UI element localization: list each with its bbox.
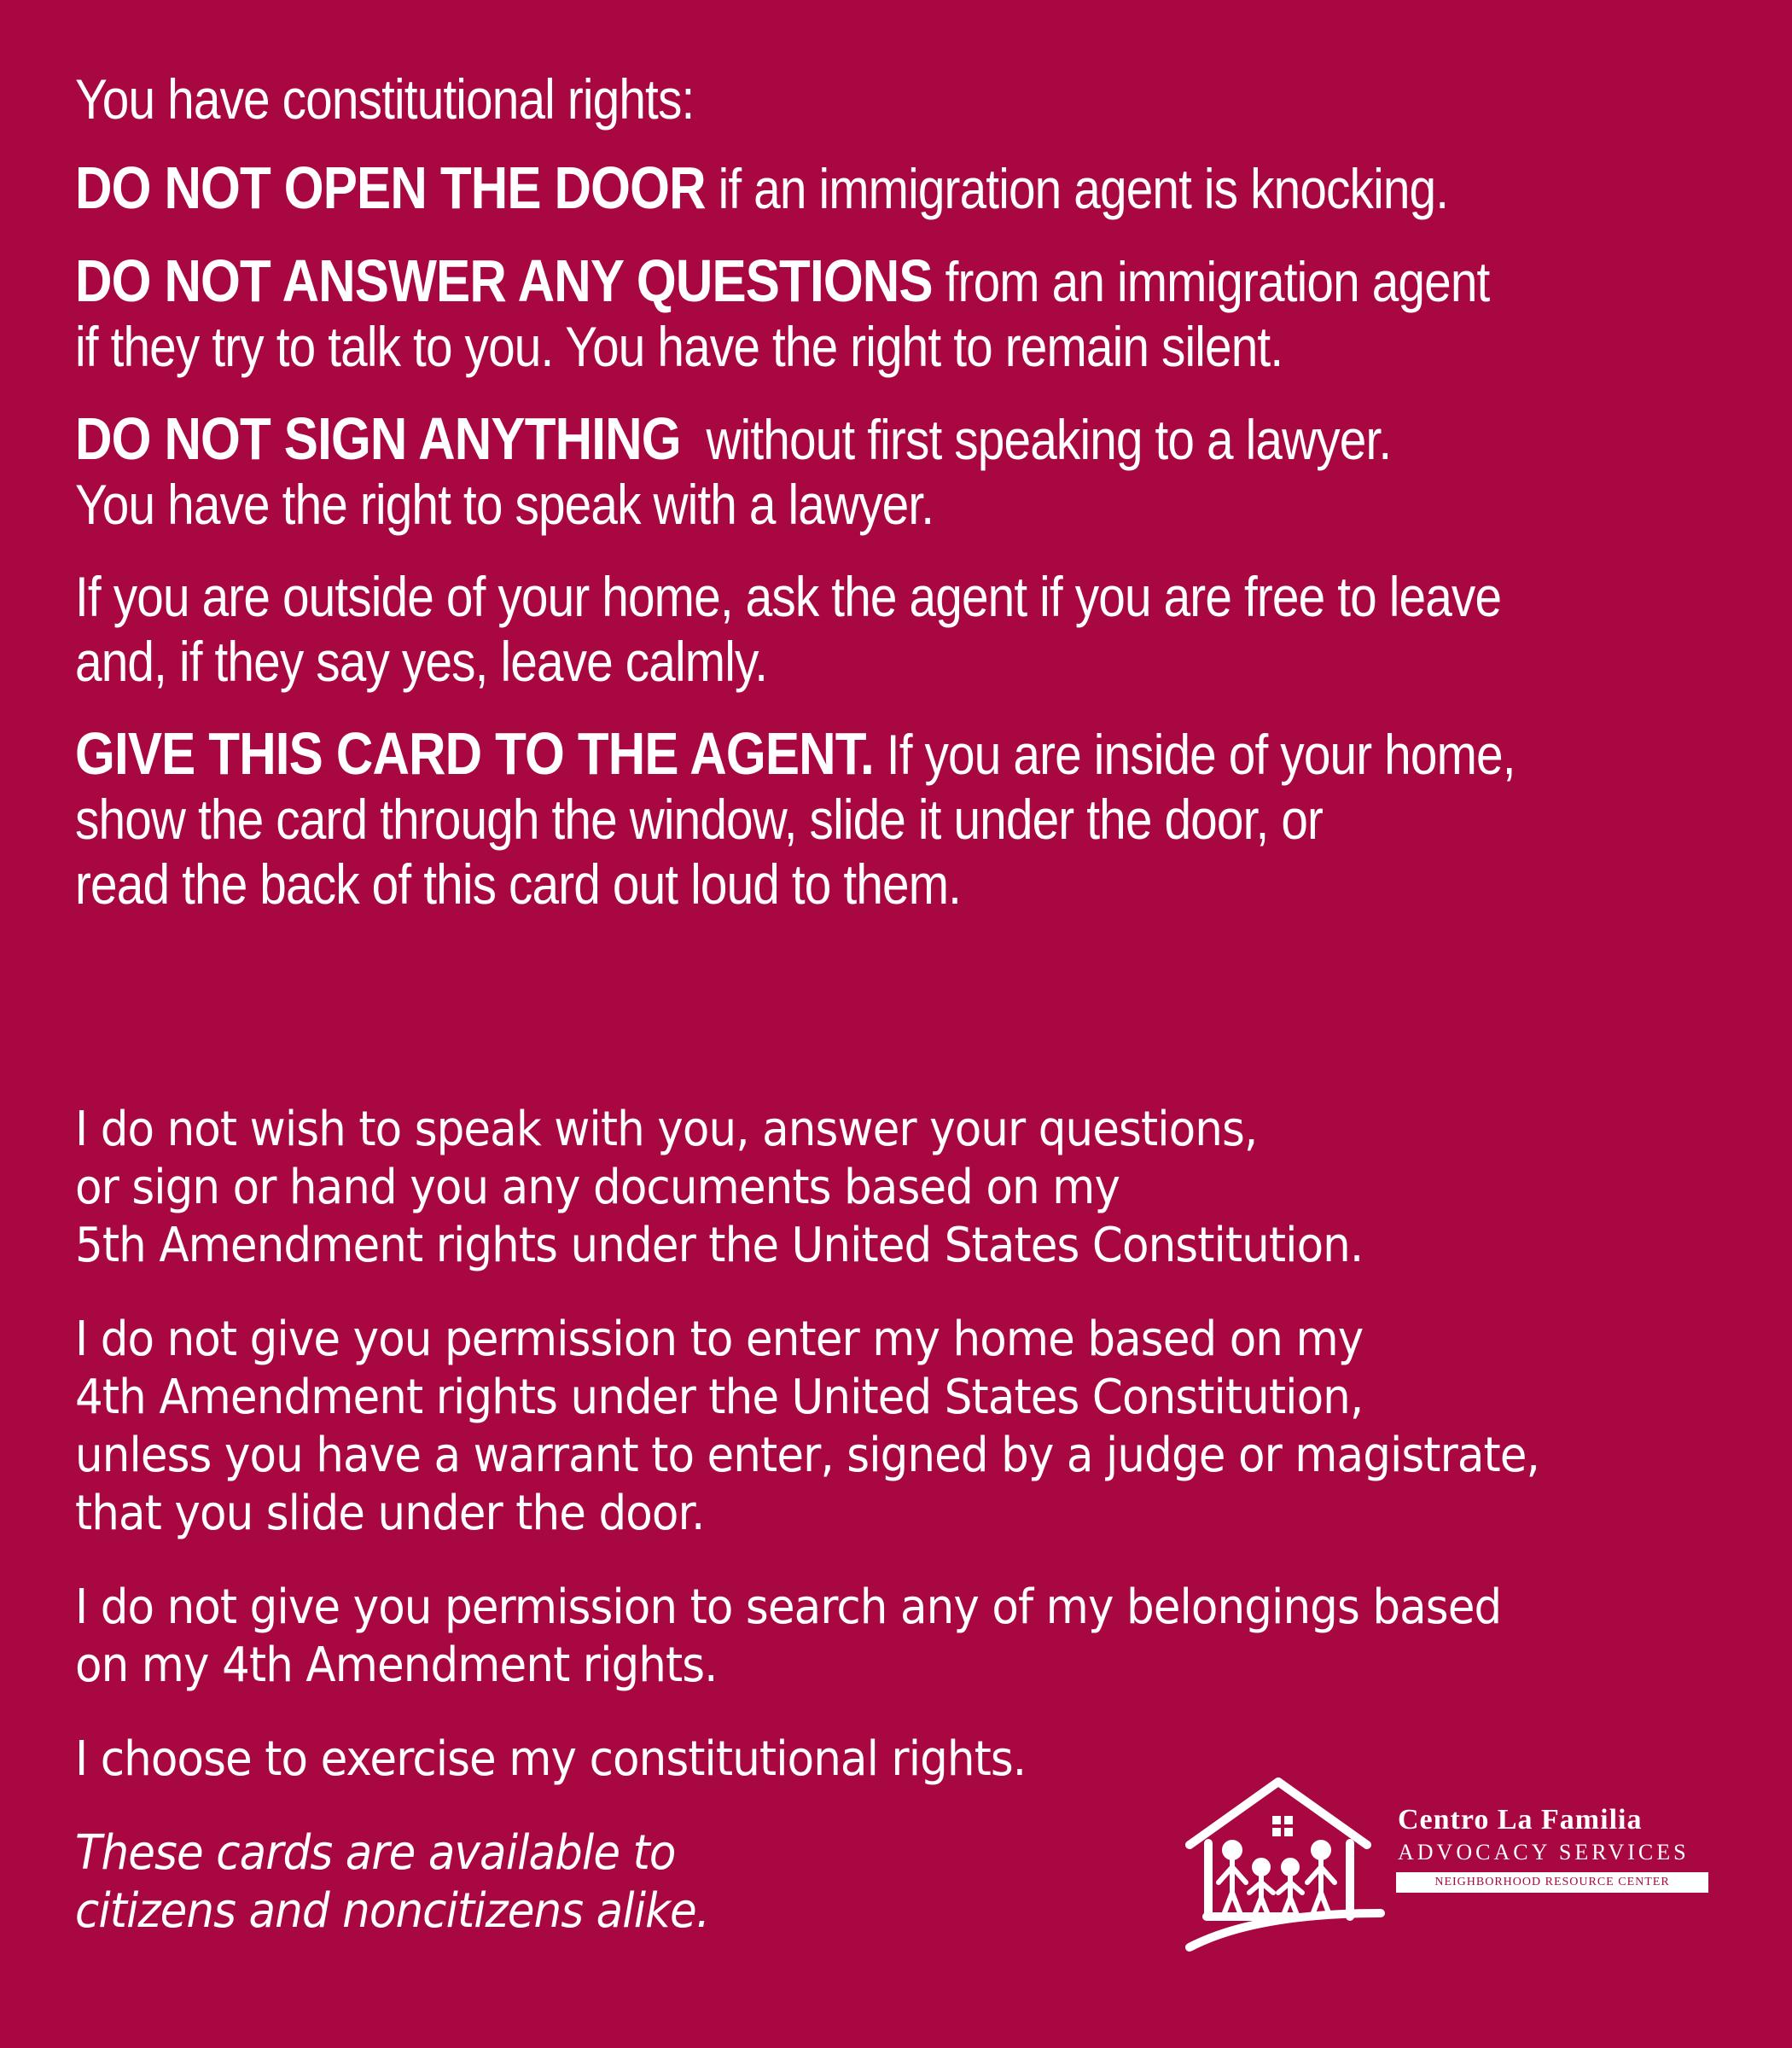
logo-name: Centro La Familia <box>1398 1804 1643 1836</box>
right-open-door-text-1: if an immigration agent is knocking. <box>718 157 1449 220</box>
right-give-card-line-1 <box>75 720 1516 787</box>
statement-search-belongings-line-2: on my 4th Amendment rights. <box>75 1638 718 1693</box>
right-answer-questions-text-2: if they try to talk to you. You have the right to remain silent. <box>75 315 1283 378</box>
right-answer-questions-heading: DO NOT ANSWER ANY QUESTIONS <box>75 247 933 314</box>
statement-enter-home-line-4: that you slide under the door. <box>75 1486 705 1541</box>
statement-enter-home-line-3: unless you have a warrant to enter, signed by a judge or magistrate, <box>75 1428 1540 1483</box>
availability-note-line-1: These cards are available to <box>75 1825 676 1881</box>
statement-exercise-rights-line-1: I choose to exercise my constitutional rights. <box>75 1731 1027 1787</box>
statement-search-belongings-line-1: I do not give you permission to search any of my belongings based <box>75 1580 1502 1635</box>
right-give-card-text-3: read the back of this card out loud to them. <box>75 852 962 916</box>
statement-5th-amendment-line-3: 5th Amendment rights under the United States Constitution. <box>75 1218 1364 1273</box>
right-give-card-heading: GIVE THIS CARD TO THE AGENT. <box>75 720 874 787</box>
statement-search-belongings <box>75 1579 1608 1695</box>
right-sign-anything <box>75 406 1508 537</box>
right-free-to-leave <box>75 564 1508 694</box>
house-family-icon <box>1178 1766 1391 1954</box>
right-give-card-text-2: show the card through the window, slide it under the door, or <box>75 788 1324 851</box>
right-open-door-line-1 <box>75 155 1508 221</box>
right-free-to-leave-text-1: If you are outside of your home, ask the agent if you are free to leave <box>75 565 1502 628</box>
logo-subtitle: ADVOCACY SERVICES <box>1398 1840 1690 1865</box>
logo-tagline: NEIGHBORHOOD RESOURCE CENTER <box>1396 1872 1708 1893</box>
right-give-card <box>75 720 1516 916</box>
right-answer-questions-text-1: from an immigration agent <box>945 250 1490 313</box>
right-open-door-heading: DO NOT OPEN THE DOOR <box>75 154 706 221</box>
statement-5th-amendment <box>75 1101 1608 1275</box>
right-sign-anything-heading: DO NOT SIGN ANYTHING <box>75 405 681 472</box>
statement-enter-home-line-1: I do not give you permission to enter my home based on my <box>75 1312 1364 1367</box>
statement-5th-amendment-line-2: or sign or hand you any documents based on my <box>75 1160 1120 1215</box>
right-sign-anything-line-1 <box>75 406 1508 472</box>
right-sign-anything-text-2: You have the right to speak with a lawyer. <box>75 473 934 536</box>
right-answer-questions <box>75 248 1508 379</box>
right-open-door <box>75 155 1508 221</box>
right-free-to-leave-text-2: and, if they say yes, leave calmly. <box>75 630 768 693</box>
right-answer-questions-line-1 <box>75 248 1508 314</box>
right-give-card-text-1: If you are inside of your home, <box>886 723 1516 786</box>
front-intro: You have constitutional rights: <box>75 67 695 131</box>
centro-la-familia-logo <box>1178 1766 1724 1954</box>
statement-enter-home <box>75 1311 1608 1543</box>
card-front <box>0 67 1792 1022</box>
availability-note-line-2: citizens and noncitizens alike. <box>75 1883 710 1939</box>
statement-enter-home-line-2: 4th Amendment rights under the United States Constitution, <box>75 1370 1364 1425</box>
right-sign-anything-text-1: without first speaking to a lawyer. <box>706 408 1392 471</box>
statement-5th-amendment-line-1: I do not wish to speak with you, answer your questions, <box>75 1102 1258 1157</box>
